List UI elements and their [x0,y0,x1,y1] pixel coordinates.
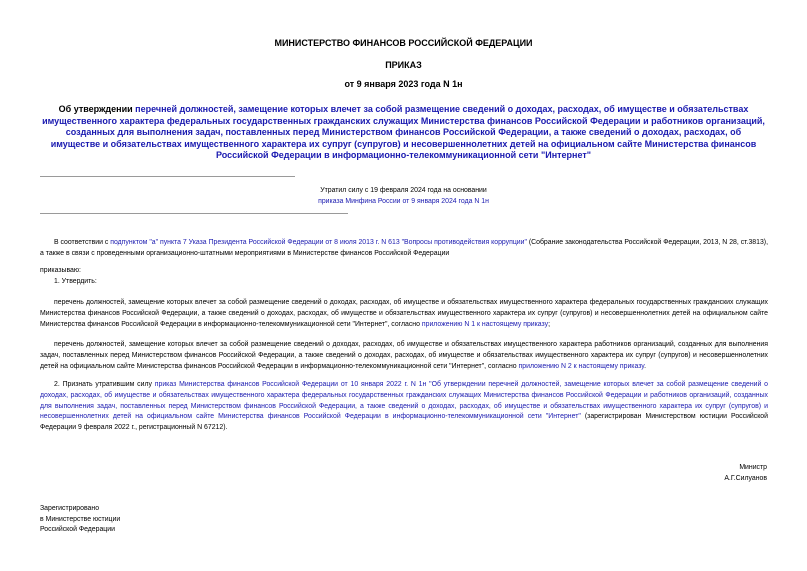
item-2-paragraph [40,380,768,434]
item-1: 1. Утвердить: [54,278,97,285]
item-2-text-1: 2. Признать утратившим силу [54,381,155,388]
preamble-link[interactable]: подпунктом "а" пункта 7 Указа Президента Российской Федерации от 8 июля 2013 г. N 613 "Вопросы противодействия коррупции" [110,239,527,246]
title-lead: Об утверждении [58,104,136,114]
doc-type-heading: ПРИКАЗ [385,60,422,70]
status-note [0,186,807,207]
title-link[interactable]: перечней должностей, замещение которых влечет за собой размещение сведений о доходах, расходах, об имуществе и обязательствах имущественного характера федеральных государственных гражданских служащих Министерства финансов Российской Федерации и работников организаций, созданных для выполнения задач, поставленных перед Министерством финансов Российской Федерации, а также сведений о доходах, расходах, об имуществе и обязательствах имущественного характера их супруг (супругов) и несовершеннолетних детей на официальном сайте Министерства финансов Российской Федерации в информационно-телекоммуникационной сети "Интернет" [42,104,765,160]
list-item-1-end: ; [548,320,550,328]
order-word: приказываю: [40,267,81,274]
list-item-1 [40,298,768,330]
divider-top [40,176,295,177]
registration-line2: в Министерстве юстиции [40,515,121,523]
list-item-2-text: перечень должностей, замещение которых влечет за собой размещение сведений о доходах, расходах, об имуществе и обязательствах имущественного характера работников организаций, созданных для выполнения задач, поставленных перед Министерством финансов Российской Федерации, а также сведений о доходах, расходах, об имуществе и обязательствах имущественного характера их супруг (супругов) и несовершеннолетних детей на официальном сайте Министерства финансов Российской Федерации в информационно-телекоммуникационной сети "Интернет", согласно [40,341,768,370]
list-item-2 [40,340,768,372]
doc-date-heading: от 9 января 2023 года N 1н [344,79,463,89]
appendix-2-link[interactable]: приложению N 2 к настоящему приказу [518,362,645,370]
ministry-heading: МИНИСТЕРСТВО ФИНАНСОВ РОССИЙСКОЙ ФЕДЕРАЦИИ [274,38,533,48]
list-item-1-text: перечень должностей, замещение которых влечет за собой размещение сведений о доходах, расходах, об имуществе и обязательствах имущественного характера федеральных государственных гражданских служащих Министерства финансов Российской Федерации, а также сведений о доходах, расходах, об имуществе и обязательствах имущественного характера их супруг (супругов) и несовершеннолетних детей на официальном сайте Министерства финансов Российской Федерации в информационно-телекоммуникационной сети "Интернет", согласно [40,299,768,328]
registration-block [40,504,120,536]
signature-block [724,463,767,484]
list-item-2-end: . [644,362,646,370]
registration-line1: Зарегистрировано [40,505,100,512]
signature-name: А.Г.Силуанов [724,474,767,482]
appendix-1-link[interactable]: приложению N 1 к настоящему приказу [421,320,549,328]
preamble-text-1: В соответствии с [54,239,111,246]
repealed-order-link[interactable]: приказ Министерства финансов Российской Федерации от 10 января 2022 г. N 1н "Об утверждении перечней должностей, замещение которых влечет за собой размещение сведений о доходах, расходах, об имуществе и обязательствах имущественного характера федеральных государственных гражданских служащих Министерства финансов Российской Федерации и работников организаций, созданных для выполнения задач, поставленных перед Министерством финансов Российской Федерации, а также сведений о доходах, расходах, об имуществе и обязательствах имущественного характера их супруг (супругов) и несовершеннолетних детей на официальном сайте Министерства финансов Российской Федерации в информационно-телекоммуникационной сети "Интернет" [40,381,768,421]
item-2-text-2: (зарегистрирован Министерством юстиции Российской Федерации 9 февраля 2022 г., регистрационный N 67212). [40,413,768,432]
registration-line3: Российской Федерации [40,526,115,533]
signature-role: Министр [739,464,767,471]
preamble-paragraph [40,238,768,260]
status-note-line1: Утратил силу с 19 февраля 2024 года на основании [320,187,487,194]
preamble-text-2: (Собрание законодательства Российской Федерации, 2013, N 28, ст.3813), а также в связи с проведенными организационно-штатными мероприятиями в Министерстве финансов Российской Федерации [40,239,768,257]
document-title [40,104,767,162]
divider-bottom [40,213,348,214]
status-note-link[interactable]: приказа Минфина России от 9 января 2024 года N 1н [318,197,489,205]
